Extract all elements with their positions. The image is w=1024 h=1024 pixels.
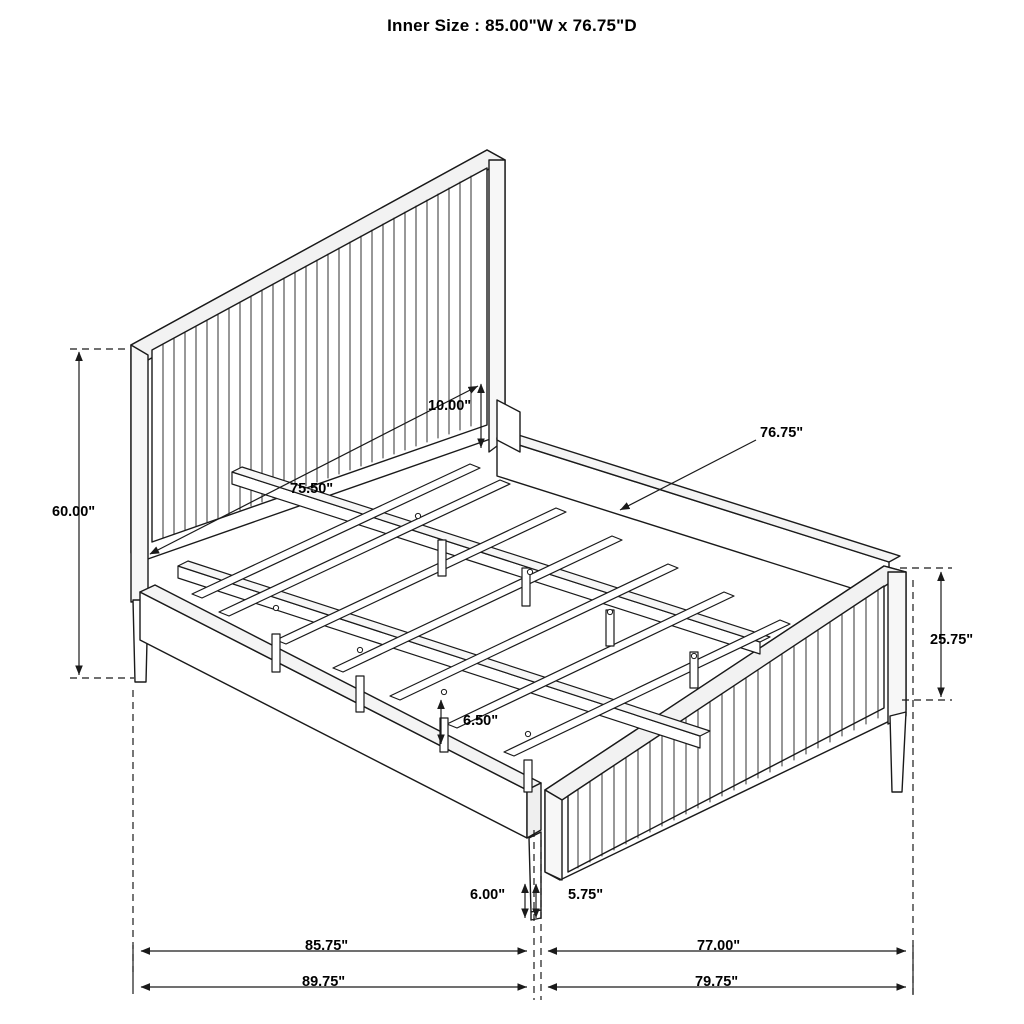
dim-label-headboard-height: 60.00" [52,504,96,520]
left-side-rail [140,585,541,920]
dim-label-slat-clearance: 6.50" [463,713,499,729]
dim-label-leg-width: 5.75" [568,887,604,903]
dim-label-headboard-width: 75.50" [290,481,334,497]
dim-label-front-inner: 77.00" [697,938,741,954]
dim-label-slat-drop: 10.00" [428,398,472,414]
bed-illustration [131,150,906,920]
dim-label-bed-depth: 76.75" [760,425,804,441]
dim-label-footboard-height: 25.75" [930,632,974,648]
dim-label-side-inner: 85.75" [305,938,349,954]
dim-label-side-outer: 89.75" [302,974,346,990]
dim-label-front-outer: 79.75" [695,974,739,990]
dim-label-leg-height: 6.00" [470,887,506,903]
footboard [545,566,906,880]
page-title: Inner Size : 85.00"W x 76.75"D [387,16,637,35]
